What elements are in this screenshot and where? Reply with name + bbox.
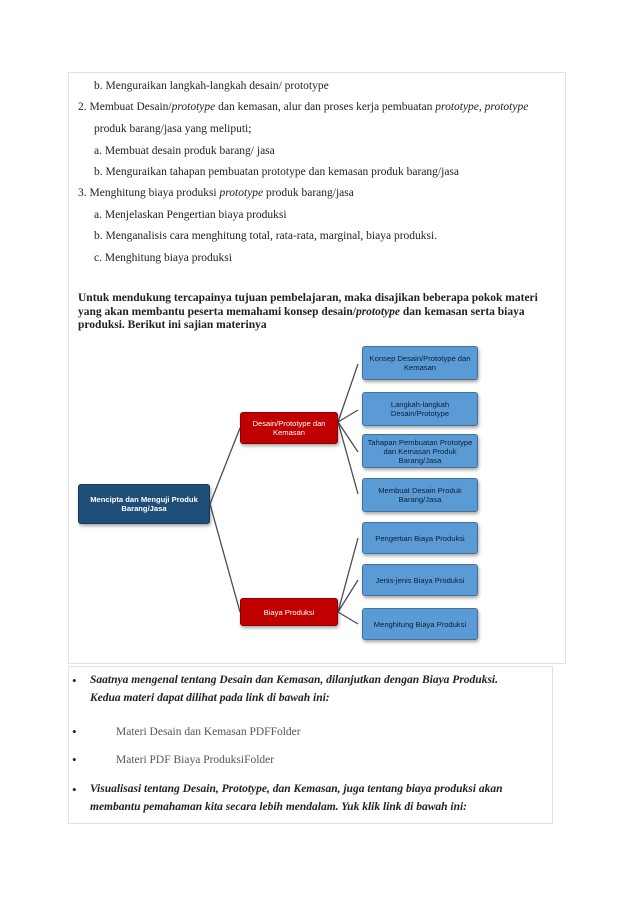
- connector-b1-l1: [338, 364, 358, 422]
- root-node: Mencipta dan Menguji Produk Barang/Jasa: [78, 484, 210, 524]
- branch-desain-node: Desain/Prototype dan Kemasan: [240, 412, 338, 444]
- line-2: 2. Membuat Desain/prototype dan kemasan, alur dan proses kerja pembuatan prototype, prototype: [78, 101, 529, 113]
- bullet-4-mark: •: [72, 782, 77, 797]
- leaf-langkah-desain: Langkah-langkah Desain/Prototype: [362, 392, 478, 426]
- line-4: a. Membuat desain produk barang/ jasa: [94, 145, 275, 157]
- connector-b2-l1: [338, 538, 358, 612]
- branch-biaya-node: Biaya Produksi: [240, 598, 338, 626]
- link-materi-desain-kemasan[interactable]: Materi Desain dan Kemasan PDFFolder: [116, 726, 301, 738]
- line-7: a. Menjelaskan Pengertian biaya produksi: [94, 209, 287, 221]
- leaf-pengertian-biaya: Pengertian Biaya Produksi: [362, 522, 478, 554]
- line-8: b. Menganalisis cara menghitung total, rata-rata, marginal, biaya produksi.: [94, 230, 438, 242]
- line-9: c. Menghitung biaya produksi: [94, 252, 232, 264]
- leaf-tahapan-pembuatan: Tahapan Pembuatan Prototype dan Kemasan Produk Barang/Jasa: [362, 434, 478, 468]
- line-3: produk barang/jasa yang meliputi;: [94, 123, 252, 135]
- leaf-membuat-desain: Membuat Desain Produk Barang/Jasa: [362, 478, 478, 512]
- bullet-4-line-1: Visualisasi tentang Desain, Prototype, dan Kemasan, juga tentang biaya produksi akan: [90, 783, 503, 795]
- connector-b1-l4: [338, 422, 358, 494]
- concept-diagram: [72, 342, 557, 647]
- bullet-3-mark: •: [72, 752, 77, 767]
- line-1: b. Menguraikan langkah-langkah desain/ prototype: [94, 80, 329, 92]
- connector-b2-l2: [338, 580, 358, 612]
- link-materi-biaya-produksi[interactable]: Materi PDF Biaya ProduksiFolder: [116, 754, 275, 766]
- bullet-1-mark: •: [72, 673, 77, 688]
- bullet-1-line-1: Saatnya mengenal tentang Desain dan Kemasan, dilanjutkan dengan Biaya Produksi.: [90, 674, 499, 686]
- leaf-konsep-desain: Konsep Desain/Prototype dan Kemasan: [362, 346, 478, 380]
- intro-paragraph: Untuk mendukung tercapainya tujuan pembelajaran, maka disajikan beberapa pokok materi yang akan membantu peserta memahami konsep desain/prototype dan kemasan serta biaya produksi. Berikut ini sajian materinya: [78, 292, 538, 331]
- line-6: 3. Menghitung biaya produksi prototype produk barang/jasa: [78, 187, 354, 199]
- bullet-4-line-2: membantu pemahaman kita secara lebih mendalam. Yuk klik link di bawah ini:: [90, 801, 468, 813]
- bullet-2-mark: •: [72, 724, 77, 739]
- bullet-1-line-2: Kedua materi dapat dilihat pada link di bawah ini:: [90, 692, 330, 704]
- connector-b1-l3: [338, 422, 358, 452]
- line-5: b. Menguraikan tahapan pembuatan prototype dan kemasan produk barang/jasa: [94, 166, 460, 178]
- connector-root-branch1: [210, 428, 240, 504]
- leaf-menghitung-biaya: Menghitung Biaya Produksi: [362, 608, 478, 640]
- leaf-jenis-biaya: Jenis-jenis Biaya Produksi: [362, 564, 478, 596]
- connector-b2-l3: [338, 612, 358, 624]
- connector-root-branch2: [210, 504, 240, 612]
